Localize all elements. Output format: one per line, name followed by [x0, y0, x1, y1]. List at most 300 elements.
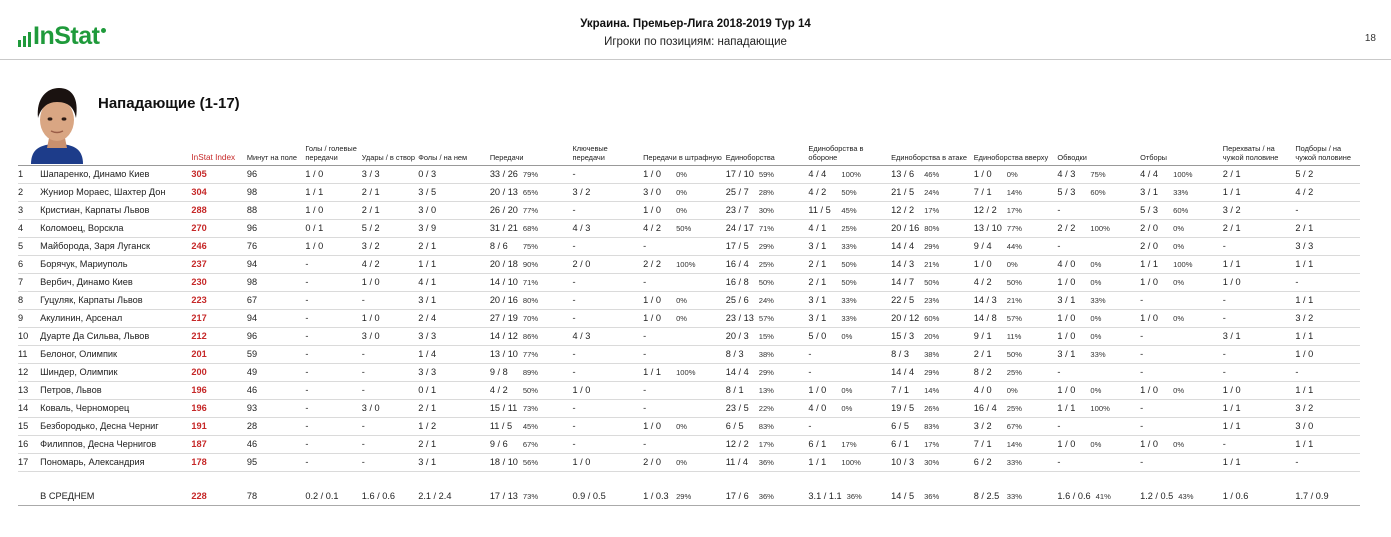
cell-value: 2 / 1 [1295, 223, 1314, 233]
cell-value: 1 / 1 [1295, 259, 1314, 269]
drib-cell [1057, 453, 1140, 471]
cell-percent: 0% [841, 404, 853, 413]
duels-cell [726, 183, 809, 201]
cell-value: 1 / 0 [643, 313, 661, 323]
cell-value: 1 / 1 [1295, 439, 1314, 449]
cell-percent: 100% [1090, 404, 1110, 413]
cell-value: 93 [246, 403, 258, 413]
tack-cell [1140, 435, 1223, 453]
instat-index-value: 200 [191, 367, 207, 377]
cell-value: 28 [246, 421, 258, 431]
cell-value: 6 / 5 [891, 421, 909, 431]
duels-cell [726, 487, 809, 505]
cell-value: 1 / 1 [643, 367, 661, 377]
cell-percent: 36% [758, 458, 774, 467]
cell-percent: 29% [924, 368, 940, 377]
cell-percent: 0% [676, 422, 688, 431]
cell-value: 2.1 / 2.4 [418, 490, 452, 501]
row-number-cell [18, 183, 40, 201]
tack-cell [1140, 363, 1223, 381]
cell-value: 25 / 6 [725, 295, 749, 305]
column-header: Удары / в створ [362, 138, 418, 165]
cell-value: 23 / 5 [725, 403, 749, 413]
att-cell [891, 399, 974, 417]
cell-value: - [1222, 241, 1226, 251]
goals-assists-cell [305, 363, 361, 381]
average-label: В СРЕДНЕМ [40, 490, 95, 501]
player-name-cell [40, 201, 191, 219]
drib-cell [1057, 309, 1140, 327]
instat-index-value: 196 [191, 385, 207, 395]
cell-percent: 33% [841, 314, 857, 323]
duels-cell [726, 201, 809, 219]
cell-value: - [305, 403, 309, 413]
rec-cell [1295, 255, 1360, 273]
cell-percent: 50% [522, 386, 539, 395]
passes-cell [490, 219, 573, 237]
cell-percent: 50% [758, 278, 774, 287]
key-cell [572, 453, 643, 471]
cell-percent: 22% [758, 404, 774, 413]
def-cell [808, 183, 891, 201]
air-cell [974, 183, 1058, 201]
int-cell [1223, 381, 1296, 399]
cell-value: 1 / 0 [808, 385, 827, 395]
player-name-cell [40, 165, 191, 183]
def-cell [808, 237, 891, 255]
spacer-row [18, 471, 1360, 487]
air-cell [974, 165, 1058, 183]
shots-cell [362, 381, 418, 399]
cell-value: 22 / 5 [891, 295, 915, 305]
minutes-cell [247, 237, 305, 255]
shots-cell [362, 291, 418, 309]
att-cell [891, 273, 974, 291]
cell-percent: 0% [1090, 386, 1102, 395]
cell-value: 1 / 0 [643, 205, 661, 215]
player-name-cell [40, 255, 191, 273]
instat-index-value: 191 [191, 421, 207, 431]
instat-index-value: 230 [191, 277, 207, 287]
cell-value: - [1057, 421, 1061, 431]
key-cell [572, 183, 643, 201]
cell-value: 14 / 7 [891, 277, 915, 287]
cell-value: - [572, 277, 576, 287]
cell-percent: 0% [1090, 260, 1102, 269]
cell-value: - [1295, 457, 1299, 467]
player-name-cell [40, 291, 191, 309]
cell-value: - [1222, 439, 1226, 449]
rec-cell [1295, 273, 1360, 291]
cell-percent: 0% [1006, 170, 1018, 179]
player-name: Коваль, Черноморец [40, 403, 130, 413]
cell-value: - [305, 331, 309, 341]
cell-percent: 44% [1006, 242, 1022, 251]
fouls-cell [418, 273, 490, 291]
att-cell [891, 237, 974, 255]
cell-value: 1 / 0.3 [643, 490, 669, 501]
cell-value: 1 / 0 [572, 457, 591, 467]
box-cell [643, 273, 726, 291]
cell-value: 6 / 1 [808, 439, 827, 449]
int-cell [1223, 237, 1296, 255]
int-cell [1223, 435, 1296, 453]
passes-cell [489, 363, 576, 381]
cell-percent: 11% [1006, 332, 1022, 341]
player-name-cell [40, 381, 191, 399]
cell-value: - [643, 277, 647, 287]
cell-value: 94 [246, 313, 258, 323]
cell-percent: 28% [758, 188, 774, 197]
drib-cell [1057, 291, 1140, 309]
cell-percent: 29% [758, 368, 774, 377]
def-cell [808, 417, 891, 435]
air-cell [974, 399, 1058, 417]
int-cell [1223, 345, 1296, 363]
instat-index-value: 196 [191, 403, 207, 413]
tack-cell [1140, 327, 1223, 345]
cell-percent: 0% [1006, 260, 1018, 269]
cell-value: 3 / 0 [1295, 421, 1314, 431]
page-number: 18 [1364, 33, 1376, 44]
cell-percent: 77% [522, 350, 539, 359]
cell-value: 9 / 4 [973, 241, 992, 251]
cell-value: 6 / 2 [973, 457, 992, 467]
cell-value: 1 / 0 [305, 205, 324, 215]
fouls-cell [418, 417, 490, 435]
key-cell [572, 201, 643, 219]
cell-value: 3 / 9 [418, 223, 437, 233]
rec-cell [1295, 291, 1360, 309]
cell-value: 96 [246, 223, 258, 233]
cell-value: - [1057, 241, 1061, 251]
cell-value: 14 / 5 [891, 490, 915, 501]
player-name: Пономарь, Александрия [40, 457, 145, 467]
cell-value: 1 / 1 [1222, 457, 1241, 467]
air-cell [974, 363, 1058, 381]
drib-cell [1057, 237, 1140, 255]
goals-assists-cell [305, 327, 361, 345]
cell-percent: 33% [1006, 491, 1022, 501]
passes-cell [489, 201, 576, 219]
tack-cell [1140, 381, 1223, 399]
row-number: 13 [18, 385, 29, 395]
drib-cell [1057, 219, 1140, 237]
cell-percent: 0% [841, 332, 853, 341]
cell-percent: 60% [924, 314, 940, 323]
average-row [18, 487, 1360, 505]
cell-percent: 30% [924, 458, 940, 467]
drib-cell [1057, 345, 1140, 363]
int-cell [1222, 273, 1299, 291]
rec-cell [1295, 363, 1360, 381]
cell-value: - [1222, 349, 1226, 359]
table-row [18, 219, 1360, 237]
cell-percent: 65% [522, 188, 539, 197]
int-cell [1223, 487, 1296, 505]
box-cell [643, 453, 726, 471]
key-cell [572, 435, 643, 453]
cell-value: 14 / 8 [973, 313, 997, 323]
int-cell [1223, 327, 1296, 345]
cell-percent: 59% [758, 170, 775, 179]
int-cell [1223, 255, 1296, 273]
row-number: 3 [18, 205, 24, 215]
cell-value: 1 / 0 [305, 169, 324, 179]
cell-value: 14 / 3 [891, 259, 915, 269]
cell-value: 3 / 1 [418, 457, 437, 467]
shots-cell [362, 273, 418, 291]
key-cell [572, 327, 643, 345]
instat-index-cell [191, 255, 246, 273]
tack-cell [1140, 399, 1223, 417]
player-name: Коломоец, Ворскла [40, 223, 124, 233]
cell-percent: 50% [1006, 278, 1022, 287]
minutes-cell [247, 453, 305, 471]
column-header: Голы / голевые передачи [305, 138, 361, 165]
player-name-cell [40, 487, 191, 505]
column-header: Передачи в штрафную [643, 138, 726, 165]
header-divider [0, 59, 1391, 60]
cell-percent: 71% [758, 224, 775, 233]
cell-percent: 33% [1173, 188, 1189, 197]
cell-value: 1 / 0 [361, 277, 380, 287]
table-row [18, 201, 1360, 219]
instat-index-cell [191, 273, 246, 291]
cell-percent: 0% [1173, 440, 1185, 449]
box-cell [643, 345, 726, 363]
att-cell [891, 487, 974, 505]
cell-value: 9 / 8 [489, 367, 508, 377]
def-cell [808, 255, 891, 273]
def-cell [808, 453, 891, 471]
cell-value: - [808, 421, 812, 431]
rec-cell [1295, 237, 1360, 255]
cell-value: 3 / 3 [418, 367, 437, 377]
box-cell [643, 237, 726, 255]
cell-value: 5 / 3 [1140, 205, 1158, 215]
cell-percent: 43% [1178, 491, 1194, 501]
player-name-cell [40, 219, 191, 237]
int-cell [1222, 201, 1299, 219]
cell-percent: 67% [522, 440, 539, 449]
cell-percent: 0% [676, 314, 688, 323]
cell-value: 8 / 1 [725, 385, 744, 395]
rec-cell [1295, 327, 1360, 345]
cell-value: 2 / 2 [643, 259, 661, 269]
cell-value: - [1140, 367, 1144, 377]
cell-percent: 90% [522, 260, 539, 269]
cell-value: 1 / 1 [1222, 259, 1241, 269]
cell-value: 49 [246, 367, 258, 377]
cell-value: 3 / 1 [1057, 295, 1076, 305]
tack-cell [1140, 165, 1223, 183]
column-header: Перехваты / на чужой половине [1223, 138, 1296, 165]
fouls-cell [418, 255, 490, 273]
minutes-cell [247, 345, 305, 363]
column-header: Подборы / на чужой половине [1295, 138, 1360, 165]
cell-value: 17 / 13 [489, 490, 518, 501]
instat-index-value: 223 [191, 295, 207, 305]
column-header: Передачи [490, 138, 573, 165]
box-cell [643, 487, 726, 505]
fouls-cell [418, 309, 490, 327]
cell-value: 1 / 1 [418, 259, 437, 269]
cell-percent: 17% [841, 440, 857, 449]
report-title: Украина. Премьер-Лига 2018-2019 Тур 14 [580, 18, 811, 30]
cell-percent: 21% [1006, 296, 1022, 305]
cell-value: - [643, 349, 647, 359]
tack-cell [1140, 201, 1223, 219]
cell-value: - [305, 457, 309, 467]
cell-percent: 0% [1173, 314, 1185, 323]
goals-assists-cell [305, 273, 361, 291]
rec-cell [1295, 345, 1360, 363]
cell-percent: 33% [1006, 458, 1022, 467]
cell-value: 11 / 5 [489, 421, 513, 431]
shots-cell [362, 165, 418, 183]
cell-value: 0 / 1 [418, 385, 437, 395]
instat-index-cell [191, 381, 246, 399]
int-cell [1222, 453, 1299, 471]
table-row [18, 183, 1360, 201]
cell-percent: 0% [1173, 224, 1185, 233]
shots-cell [362, 309, 418, 327]
cell-value: 4 / 0 [808, 403, 827, 413]
cell-value: 1 / 1 [1295, 385, 1314, 395]
shots-cell [362, 183, 418, 201]
cell-percent: 86% [522, 332, 539, 341]
cell-value: - [1140, 349, 1144, 359]
box-cell [643, 363, 726, 381]
cell-percent: 17% [758, 440, 774, 449]
player-name-cell [40, 399, 191, 417]
air-cell [974, 453, 1058, 471]
cell-value: 8 / 3 [891, 349, 909, 359]
row-number-cell [18, 417, 40, 435]
air-cell [974, 219, 1058, 237]
cell-value: - [1057, 457, 1061, 467]
cell-percent: 60% [1173, 206, 1189, 215]
rec-cell [1295, 381, 1360, 399]
player-name: Дуарте Да Сильва, Львов [40, 331, 150, 341]
att-cell [891, 381, 974, 399]
cell-value: - [305, 277, 309, 287]
cell-value: - [1295, 205, 1299, 215]
cell-percent: 73% [522, 491, 539, 501]
player-name: Безбородько, Десна Черниг [40, 421, 159, 431]
def-cell [808, 487, 891, 505]
rec-cell [1295, 487, 1360, 505]
att-cell [891, 435, 974, 453]
def-cell [808, 381, 891, 399]
cell-percent: 17% [1006, 206, 1022, 215]
cell-value: - [572, 295, 576, 305]
cell-value: 2 / 2 [1057, 223, 1076, 233]
shots-cell [362, 237, 418, 255]
goals-assists-cell [305, 309, 361, 327]
duels-cell [726, 327, 809, 345]
cell-percent: 73% [522, 404, 539, 413]
column-header: Единоборства в атаке [891, 138, 974, 165]
cell-value: 1.6 / 0.6 [1057, 490, 1091, 501]
instat-index-cell [191, 435, 246, 453]
cell-value: - [572, 367, 576, 377]
goals-assists-cell [305, 399, 361, 417]
cell-value: 4 / 2 [489, 385, 508, 395]
instat-index-cell [191, 291, 246, 309]
cell-percent: 38% [758, 350, 774, 359]
int-cell [1223, 219, 1296, 237]
cell-value: - [572, 349, 576, 359]
key-cell [572, 291, 643, 309]
cell-value: 8 / 2.5 [973, 490, 1000, 501]
cell-value: 46 [246, 439, 258, 449]
row-number: 5 [18, 241, 24, 251]
cell-value: 94 [246, 259, 258, 269]
instat-index-value: 212 [191, 331, 207, 341]
fouls-cell [418, 399, 490, 417]
shots-cell [362, 435, 418, 453]
box-cell [643, 327, 726, 345]
cell-percent: 100% [676, 368, 696, 377]
def-cell [808, 309, 891, 327]
instat-index-value: 187 [191, 439, 207, 449]
tack-cell [1140, 219, 1223, 237]
cell-value: 1 / 0 [1057, 277, 1076, 287]
cell-percent: 80% [522, 296, 539, 305]
cell-value: 4 / 0 [1057, 259, 1076, 269]
cell-value: - [572, 421, 576, 431]
instat-index-value: 217 [191, 313, 207, 323]
column-header [40, 138, 191, 165]
cell-percent: 70% [522, 314, 539, 323]
cell-value: - [361, 367, 365, 377]
cell-percent: 71% [522, 278, 539, 287]
cell-value: 1.6 / 0.6 [361, 490, 395, 501]
cell-value: 3 / 2 [572, 187, 591, 197]
row-number: 10 [18, 331, 29, 341]
key-cell [572, 255, 643, 273]
cell-percent: 36% [924, 491, 940, 501]
cell-value: 19 / 5 [891, 403, 915, 413]
fouls-cell [418, 345, 490, 363]
fouls-cell [418, 165, 490, 183]
cell-value: 8 / 6 [489, 241, 508, 251]
air-cell [974, 255, 1058, 273]
passes-cell [489, 309, 576, 327]
cell-percent: 36% [758, 491, 774, 501]
table-row [18, 327, 1360, 345]
cell-percent: 0% [1173, 386, 1185, 395]
cell-value: 2 / 1 [973, 349, 992, 359]
cell-value: 1 / 0 [1140, 313, 1158, 323]
cell-value: 13 / 10 [973, 223, 1002, 233]
cell-percent: 0% [1090, 278, 1102, 287]
cell-value: 3 / 0 [418, 205, 437, 215]
cell-percent: 25% [758, 260, 774, 269]
cell-value: 2 / 0 [572, 259, 591, 269]
box-cell [643, 399, 726, 417]
instat-index-value: 228 [191, 490, 207, 501]
column-header: Отборы [1140, 138, 1223, 165]
cell-percent: 0% [676, 206, 688, 215]
cell-percent: 45% [522, 422, 539, 431]
cell-value: 5 / 3 [1057, 187, 1076, 197]
minutes-cell [247, 435, 305, 453]
cell-value: 0.2 / 0.1 [305, 490, 339, 501]
duels-cell [726, 363, 809, 381]
